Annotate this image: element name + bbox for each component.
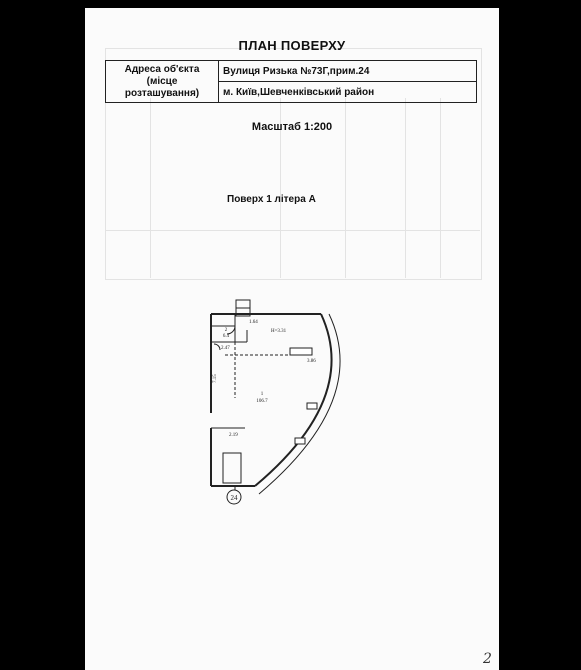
- room2-area: 6.4: [222, 334, 230, 339]
- room1-area: 106.7: [256, 399, 268, 404]
- unit-number: 24: [230, 494, 238, 502]
- dim-a: 2.47: [221, 346, 230, 351]
- dim-top: 1.64: [249, 320, 258, 325]
- document-page: [85, 8, 499, 670]
- room2-number: 2: [224, 328, 228, 333]
- room1-number: 1: [260, 392, 264, 397]
- dim-bottom: 2.19: [229, 433, 238, 438]
- floor-plan: [85, 8, 499, 670]
- floor-label: Поверх 1 літера А: [227, 194, 316, 205]
- address-city: м. Київ,Шевченківський район: [219, 82, 477, 103]
- document-title: ПЛАН ПОВЕРХУ: [238, 38, 346, 53]
- dim-b: 3.86: [307, 359, 316, 364]
- dim-height: Н=3.31: [271, 329, 287, 334]
- scale-label: Масштаб 1:200: [251, 121, 333, 133]
- address-label-line2: (місце розташування): [124, 75, 200, 99]
- page-mark: 2: [483, 651, 492, 667]
- address-street: Вулиця Ризька №73Г,прим.24: [219, 61, 477, 82]
- address-label-line1: Адреса об'єкта: [124, 63, 200, 75]
- dim-left: 7.15: [213, 374, 218, 383]
